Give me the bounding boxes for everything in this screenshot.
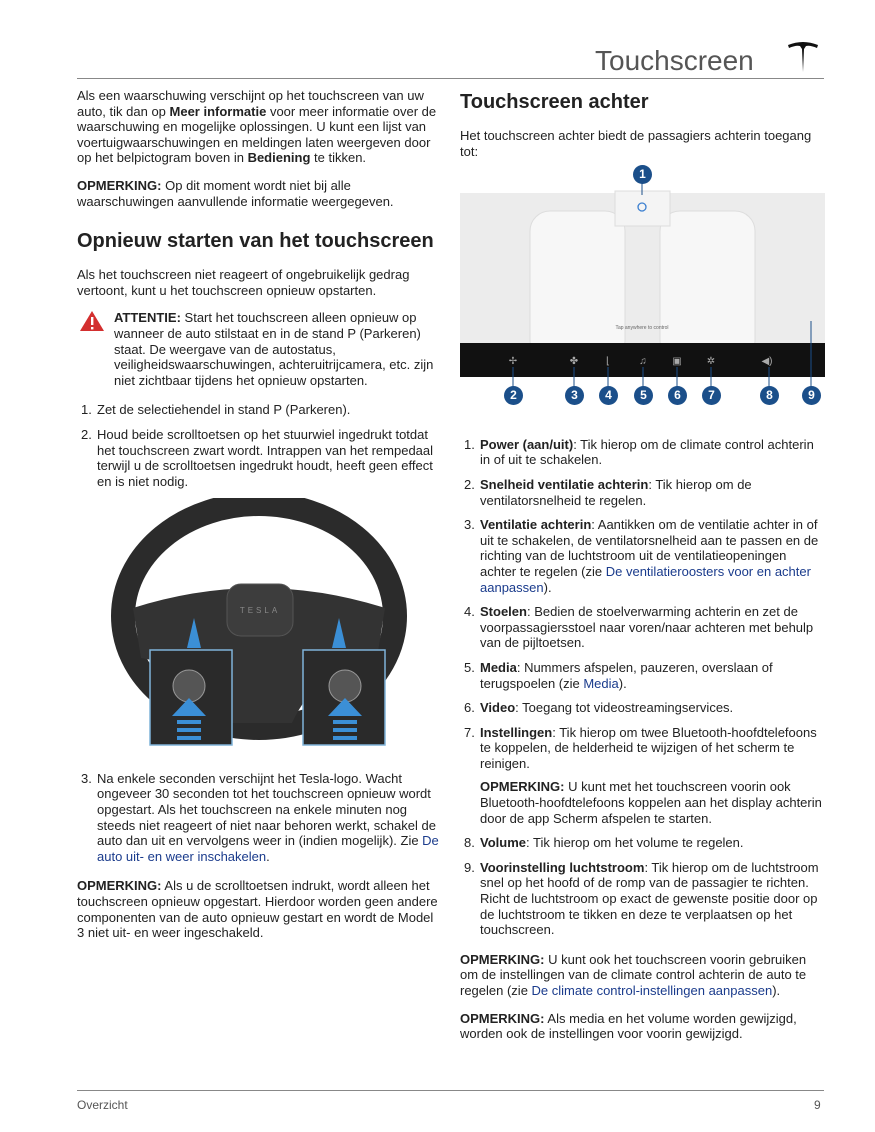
list-item: 7. Instellingen: Tik hierop om twee Bluetooth-hoofdtelefoons te koppelen, de helderheid te wijzigen of het scherm te reinigen. OPMERKING: U kunt met het touchscreen voorin ook Bluetooth-hoofdtelefoons koppelen aan het display achterin door de app Scherm afspelen te starten.	[460, 725, 825, 827]
link-ventilatieroosters[interactable]: De ventilatieroosters voor en achter aanpassen	[480, 563, 811, 595]
tesla-logo-icon	[786, 40, 820, 74]
page-title: Touchscreen	[595, 45, 754, 76]
callout-3: 3	[565, 386, 584, 405]
rear-touchscreen-features	[460, 437, 825, 938]
steering-wheel-figure	[77, 498, 442, 757]
section-heading: Touchscreen achter	[460, 91, 649, 113]
list-item: 5. Media: Nummers afspelen, pauzeren, overslaan of terugspoelen (zie Media).	[464, 659, 773, 691]
svg-text:✲: ✲	[706, 356, 716, 368]
list-item: 1. Power (aan/uit): Tik hierop om de climate control achterin in of uit te schakelen.	[464, 436, 814, 468]
header-rule	[77, 78, 824, 79]
list-item: 3. Na enkele seconden verschijnt het Tesla-logo. Wacht ongeveer 30 seconden tot het touchscreen opnieuw wordt opgestart. Als het touchscreen na enkele minuten nog steeds niet reageert of niet naar behoren werkt, schakel de auto dan uit en vervolgens weer in (indien mogelijk). Zie De auto uit- en weer inschakelen.	[81, 770, 439, 864]
footer-rule	[77, 1090, 824, 1091]
paragraph: Het touchscreen achter biedt de passagiers achterin toegang tot:	[460, 128, 812, 159]
list-item: 3. Ventilatie achterin: Aantikken om de ventilatie achter in of uit te schakelen, de ventilatorsnelheid aan te passen en de richting van de luchtstroom uit de ventilatieopeningen achter te regelen (zie De ventilatieroosters voor en achter aanpassen).	[464, 517, 819, 595]
intro-paragraph: Als een waarschuwing verschijnt op het touchscreen van uw auto, tik dan op Meer informatie voor meer informatie over de waarschuwing en mogelijke oplossingen. U kunt een lijst van voertuigwaarschuwingen en meldingen laten weergeven door op het belpictogram boven in Bediening te tikken.	[77, 88, 437, 166]
restart-steps	[77, 402, 442, 489]
screen-hint: Tap anywhere to control	[615, 325, 669, 332]
callout-4: 4	[599, 386, 618, 405]
list-item: 2. Snelheid ventilatie achterin: Tik hierop om de ventilatorsnelheid te regelen.	[464, 476, 752, 508]
wheel-brand-text: TESLA	[239, 606, 281, 616]
list-item: 2. Houd beide scrolltoetsen op het stuurwiel ingedrukt totdat het touchscreen zwart wordt. Intrappen van het rempedaal terwijl u de scrolltoetsen ingedrukt houdt, heeft geen effect en is niet nodig.	[81, 426, 434, 489]
rear-touchscreen-figure	[460, 166, 825, 427]
list-item: 6. Video: Toegang tot videostreamingservices.	[464, 700, 734, 716]
svg-text:⌊: ⌊	[606, 356, 610, 368]
svg-text:✢: ✢	[508, 356, 518, 368]
paragraph: Als het touchscreen niet reageert of ongebruikelijk gedrag vertoont, kunt u het touchscreen opnieuw opstarten.	[77, 267, 410, 298]
svg-text:♫: ♫	[639, 356, 647, 368]
callout-6: 6	[668, 386, 687, 405]
list-item: 8. Volume: Tik hierop om het volume te regelen.	[464, 835, 744, 851]
svg-text:◀): ◀)	[761, 356, 773, 368]
link-media[interactable]: Media	[583, 675, 619, 691]
callout-2: 2	[504, 386, 523, 405]
link-climate-control[interactable]: De climate control-instellingen aanpassen	[531, 983, 773, 998]
callout-9: 9	[802, 386, 821, 405]
note: OPMERKING: U kunt met het touchscreen voorin ook Bluetooth-hoofdtelefoons koppelen aan het display achterin door de app Scherm afspelen te starten.	[480, 779, 822, 826]
page-number: 9	[814, 1098, 821, 1112]
note: OPMERKING: Als u de scrolltoetsen indrukt, wordt alleen het touchscreen opnieuw opgestart. Hierdoor worden geen andere componenten van de auto opnieuw gestart en wordt de Model 3 niet uit- en weer ingeschakeld.	[77, 878, 438, 941]
caution-block: ATTENTIE: Start het touchscreen alleen opnieuw op wanneer de auto stilstaat en in de stand P (Parkeren) staat. De weergave van de autostatus, veiligheidswaarschuwingen, achteruitrijcamera, etc. zijn niet zichtbaar tijdens het opnieuw opstarten.	[77, 310, 442, 388]
warning-icon	[79, 310, 105, 332]
restart-steps-continued	[77, 771, 442, 865]
left-column	[77, 88, 442, 953]
section-heading: Opnieuw starten van het touchscreen	[77, 230, 434, 253]
svg-text:✤: ✤	[569, 356, 579, 368]
right-column	[460, 88, 825, 1054]
callout-5: 5	[634, 386, 653, 405]
svg-text:▣: ▣	[672, 356, 682, 368]
list-item: 1. Zet de selectiehendel in stand P (Parkeren).	[81, 402, 351, 418]
callout-7: 7	[702, 386, 721, 405]
footer-section: Overzicht	[77, 1098, 128, 1112]
note: OPMERKING: Op dit moment wordt niet bij alle waarschuwingen aanvullende informatie weergegeven.	[77, 177, 394, 209]
callout-8: 8	[760, 386, 779, 405]
link-auto-uit-in[interactable]: De auto uit- en weer inschakelen	[97, 833, 439, 864]
note: OPMERKING: U kunt ook het touchscreen voorin gebruiken om de instellingen van de climate control achterin de auto te regelen (zie De climate control-instellingen aanpassen).	[460, 951, 807, 998]
callout-1: 1	[633, 165, 652, 184]
list-item: 9. Voorinstelling luchtstroom: Tik hierop om de luchtstroom snel op het hoofd of de romp van de passagier te richten. Richt de luchtstroom op exact de gewenste positie door op de luchtstroom te tikken en deze te verplaatsen op het touchscreen.	[464, 859, 819, 938]
list-item: 4. Stoelen: Bedien de stoelverwarming achterin en zet de voorpassagiersstoel naar voren/naar achteren met behulp van de pijltoetsen.	[464, 604, 814, 651]
note: OPMERKING: Als media en het volume worden gewijzigd, worden ook de instellingen voor voorin gewijzigd.	[460, 1010, 797, 1042]
